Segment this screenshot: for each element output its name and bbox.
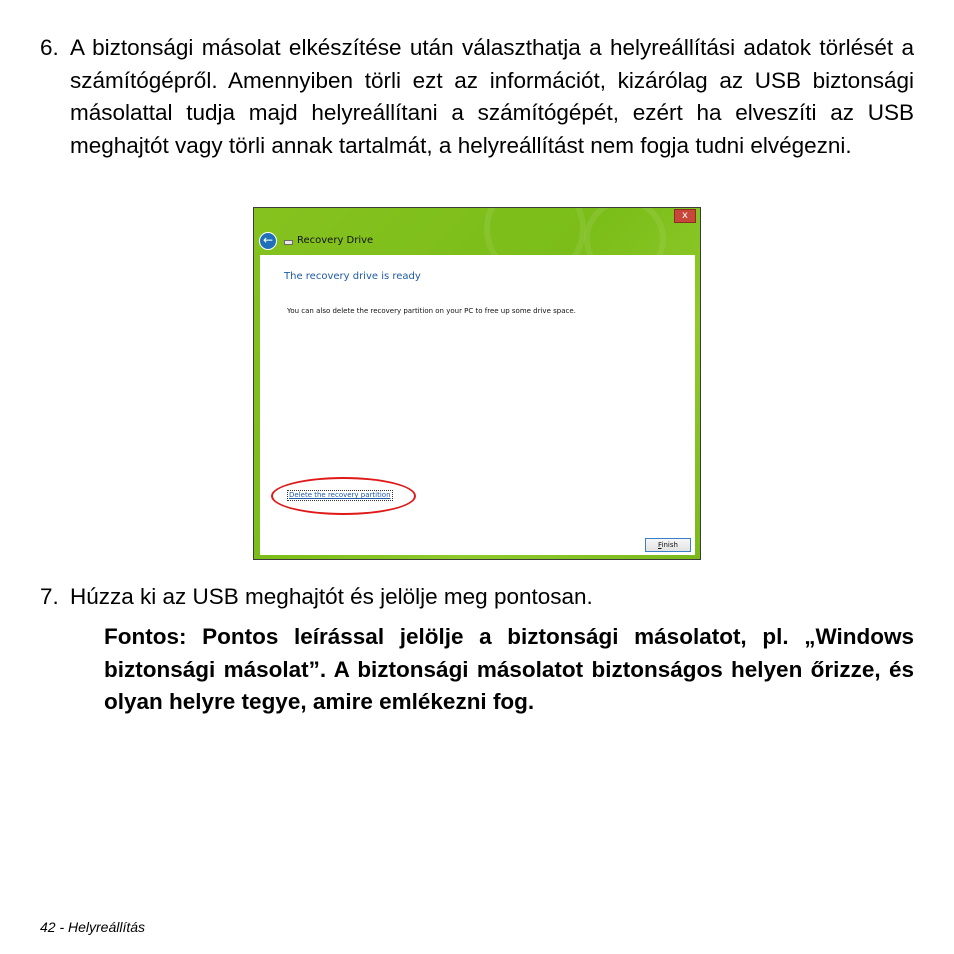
step-7-text: Húzza ki az USB meghajtót és jelölje meg pontosan. [70,584,593,609]
important-note: Fontos: Pontos leírással jelölje a biztonsági másolatot, pl. „Windows biztonsági másolat”. A biztonsági másolatot biztonságos helyen őrizze, és olyan helyre tegye, amire emlékezni fog. [104,624,914,714]
close-icon: x [682,210,688,221]
window-title: Recovery Drive [297,235,374,246]
finish-button[interactable] [645,538,691,552]
page-footer: 42 - Helyreállítás [40,919,146,935]
wizard-content [260,255,695,555]
step-6-number: 6. [40,35,59,60]
step-7 [40,581,914,614]
wizard-description: You can also delete the recovery partition on your PC to free up some drive space. [287,307,576,315]
back-button[interactable] [259,232,277,250]
step-6 [40,32,914,162]
delete-partition-link[interactable]: Delete the recovery partition [289,491,391,499]
finish-button-label: inish [661,541,678,549]
wizard-heading: The recovery drive is ready [284,271,421,282]
step-6-text: A biztonsági másolat elkészítése után választhatja a helyreállítási adatok törlését a számítógépről. Amennyiben törli ezt az információt, kizárólag az USB biztonsági másolattal tudja majd helyreállítani a számítógépét, ezért ha elveszíti az USB meghajtót vagy törli annak tartalmát, a helyreállítást nem fogja tudni elvégezni. [70,35,914,158]
close-button[interactable] [674,209,696,223]
drive-icon [284,240,293,245]
finish-button-accelerator: F [658,541,662,549]
step-7-number: 7. [40,584,59,609]
recovery-drive-screenshot [253,207,701,560]
back-arrow-icon: ← [262,233,274,247]
